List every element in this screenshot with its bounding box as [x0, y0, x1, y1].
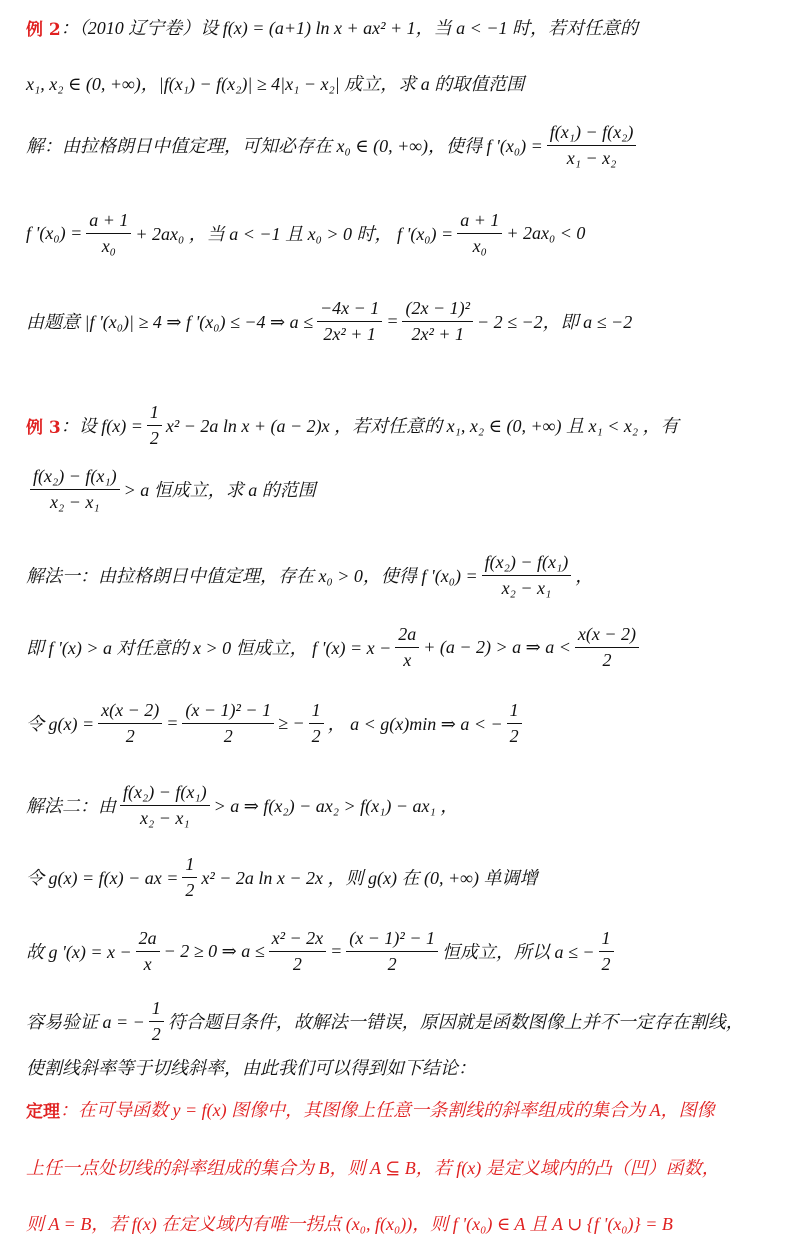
verification-line1: 容易验证 a = − $\frac{1}{2}$ 符合题目条件，故解法一错误，原因就是函数图像上并不一定存在割线，: [26, 998, 744, 1044]
fraction: $\frac{1}{2}$: [149, 998, 164, 1044]
fraction: $\frac{a + 1}{\text{x₀}}$: [457, 210, 502, 256]
fraction: $\frac{1}{2}$: [599, 928, 614, 974]
method2-line2: 令 g(x) = f(x) − ax = $\frac{1}{2}$ x² − 2a ln x − 2x ，则 g(x) 在 (0, +∞) 单调增: [26, 854, 538, 900]
method2-line3: 故 g '(x) = x − $\frac{2a}{x}$ − 2 ≥ 0 ⇒ a ≤ $\frac{\text{x² − 2x}}{2}$ = $\frac{\text{(x − 1)² − 1}}{2}$ 恒成立，所以 a ≤ − $\frac{1}{2}$: [26, 928, 798, 974]
fraction: $\frac{\text{(x − 1)² − 1}}{2}$: [346, 928, 438, 974]
example3-label: 例 3: [26, 417, 61, 438]
example2-conclusion-line: 由题意 |f '(x₀)| ≥ 4 ⇒ f '(x₀) ≤ −4 ⇒ a ≤ $\frac{-4x - 1}{\text{2x² + 1}}$ = $\frac{\text{(2x − 1)²}}{\text{2x² + 1}}$ − 2 ≤ −2，即 a ≤ −2: [26, 298, 633, 344]
fraction: $\frac{1}{2}$: [147, 402, 162, 448]
theorem-label: 定理: [26, 1101, 60, 1122]
method2-line1: 解法二：由 $\frac{\text{f(x₂) − f(x₁)}}{\text{x₂ − x₁}}$ > a ⇒ f(x₂) − ax₂ > f(x₁) − ax₁ ，: [26, 782, 459, 828]
example2-label: 例 2: [26, 19, 61, 40]
example2-derivative-line: f '(x₀) = $\frac{a + 1}{\text{x₀}}$ + 2ax₀ ，当 a < −1 且 x₀ > 0 时， f '(x₀) = $\frac{a + 1}{\text{x₀}}$ + 2ax₀ < 0: [26, 210, 586, 256]
example2-solution-line: 解：由拉格朗日中值定理，可知必存在 x₀ ∈ (0, +∞)，使得 f '(x₀) = $\frac{\text{f(x₁) − f(x₂)}}{\text{x₁ − x₂}}$: [26, 122, 798, 168]
fraction: $\frac{a + 1}{\text{x₀}}$: [86, 210, 131, 256]
fraction: $\frac{\text{(2x − 1)²}}{\text{2x² + 1}}$: [402, 298, 473, 344]
example3-line1: 例 3 ：设 f(x) = $\frac{1}{2}$ x² − 2a ln x + (a − 2)x ，若对任意的 x₁, x₂ ∈ (0, +∞) 且 x₁ < x₂ ，有: [26, 402, 679, 448]
method1-line1: 解法一：由拉格朗日中值定理，存在 x₀ > 0，使得 f '(x₀) = $\frac{\text{f(x₂) − f(x₁)}}{\text{x₂ − x₁}}$ ，: [26, 552, 594, 598]
method1-line2: 即 f '(x) > a 对任意的 x > 0 恒成立， f '(x) = x − $\frac{2a}{x}$ + (a − 2) > a ⇒ a < $\frac{x(x - 2)}{2}$: [26, 624, 798, 670]
theorem-line3: 则 A = B，若 f(x) 在定义域内有唯一拐点 (x₀, f(x₀))，则 f '(x₀) ∈ A 且 A ∪ {f '(x₀)} = B: [26, 1214, 673, 1234]
fraction: $\frac{2a}{x}$: [136, 928, 160, 974]
theorem-line2: 上任一点处切线的斜率组成的集合为 B，则 A ⊆ B，若 f(x) 是定义域内的凸（凹）函数，: [26, 1158, 720, 1178]
method1-line3: 令 g(x) = $\frac{x(x - 2)}{2}$ = $\frac{\text{(x − 1)² − 1}}{2}$ ≥ − $\frac{1}{2}$ ， a < g(x)min ⇒ a < − $\frac{1}{2}$: [26, 700, 798, 746]
fraction: $\frac{-4x - 1}{\text{2x² + 1}}$: [317, 298, 382, 344]
fraction: $\frac{1}{2}$: [507, 700, 522, 746]
fraction: $\frac{\text{f(x₂) − f(x₁)}}{\text{x₂ − x₁}}$: [482, 552, 572, 598]
fraction: $\frac{\text{f(x₂) − f(x₁)}}{\text{x₂ − x₁}}$: [120, 782, 210, 828]
fraction: $\frac{1}{2}$: [182, 854, 197, 900]
fraction: $\frac{\text{f(x₂) − f(x₁)}}{\text{x₂ − x₁}}$: [30, 466, 120, 512]
fraction: $\frac{x(x - 2)}{2}$: [575, 624, 639, 670]
fraction: $\frac{2a}{x}$: [395, 624, 419, 670]
example2-line1: 例 2 ：（2010 辽宁卷）设 f(x) = (a+1) ln x + ax² + 1，当 a < −1 时，若对任意的: [26, 14, 798, 40]
example2-line2: x₁, x₂ ∈ (0, +∞)，|f(x₁) − f(x₂)| ≥ 4|x₁ − x₂| 成立，求 a 的取值范围: [26, 74, 525, 94]
fraction: $\frac{\text{x² − 2x}}{2}$: [269, 928, 327, 974]
fraction: $\frac{1}{2}$: [309, 700, 324, 746]
fraction: $\frac{x(x - 2)}{2}$: [98, 700, 162, 746]
theorem-line1: 定理 ：在可导函数 y = f(x) 图像中，其图像上任意一条割线的斜率组成的集合为 A，图像: [26, 1096, 798, 1122]
example3-line2: $\frac{\text{f(x₂) − f(x₁)}}{\text{x₂ − x₁}}$ > a 恒成立，求 a 的范围: [26, 466, 798, 512]
verification-line2: 使割线斜率等于切线斜率，由此我们可以得到如下结论：: [26, 1058, 476, 1078]
fraction: $\frac{\text{(x − 1)² − 1}}{2}$: [182, 700, 274, 746]
fraction: $\frac{\text{f(x₁) − f(x₂)}}{\text{x₁ − x₂}}$: [547, 122, 637, 168]
